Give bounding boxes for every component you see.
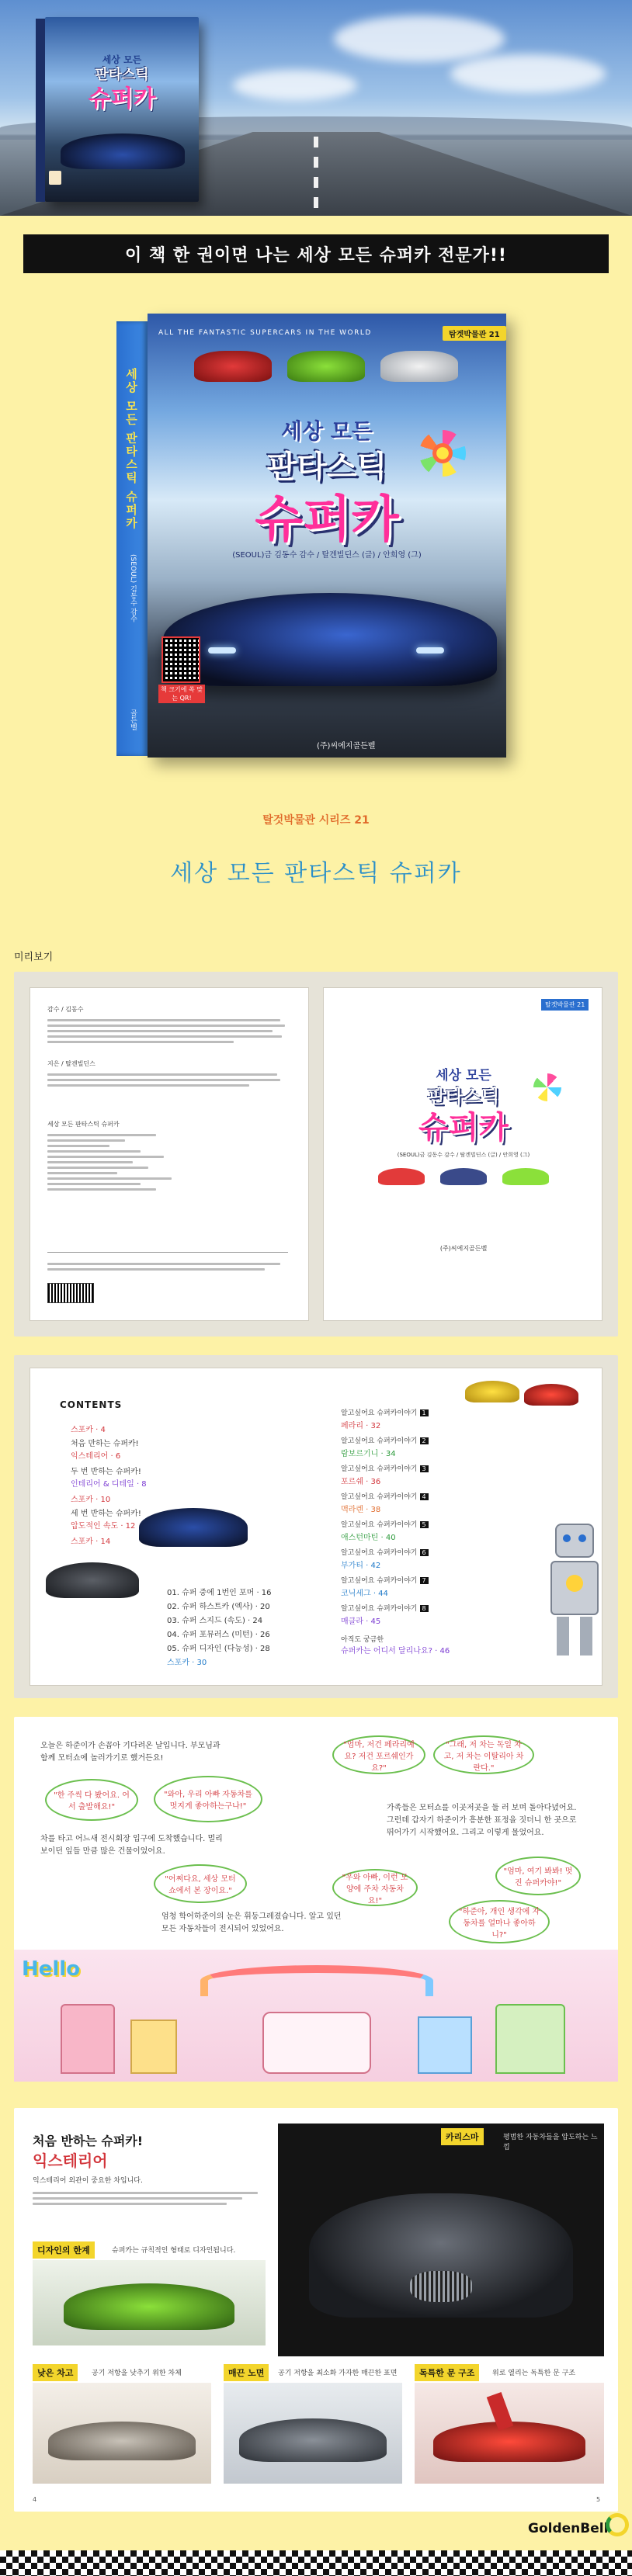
hero-book-cover xyxy=(45,17,199,202)
speech-bubble: "와아, 우리 아빠 자동차를 멋지게 좋아하는구나!" xyxy=(154,1776,262,1822)
feature-tag: 낮은 차고 xyxy=(33,2364,78,2381)
toc-item: 처음 만하는 슈퍼카! xyxy=(71,1440,139,1448)
toc-section-header: 알고싶어요 슈퍼카이야기 8 xyxy=(341,1603,574,1613)
title-page-line3: 슈퍼카 xyxy=(418,1110,509,1146)
info-title: 세상 모든 판타스틱 슈퍼카 xyxy=(47,1121,120,1128)
toc-list-item: 01. 슈퍼 중에 1번인 포머 · 16 xyxy=(167,1589,272,1597)
book-spine xyxy=(116,321,148,756)
feature-tag: 디자인의 한계 xyxy=(33,2241,95,2259)
story-paragraph: 오늘은 하준이가 손꼽아 기다려온 날입니다. 부모님과 함께 모터쇼에 놀러가기로 했거든요! xyxy=(40,1742,221,1763)
cloud xyxy=(233,70,357,101)
toc-footer-line2: 슈퍼카는 어디서 달리나요? · 46 xyxy=(341,1647,450,1656)
series-label: 탈것박물관 시리즈 21 xyxy=(262,814,370,827)
book-front-cover xyxy=(148,314,506,758)
hero-banner xyxy=(0,0,632,216)
speech-bubble: "하준아, 개인 생각에 자동차를 얼마나 좋아하니?" xyxy=(449,1900,550,1943)
photo-frame xyxy=(224,2383,402,2484)
preview-spread-1 xyxy=(14,972,618,1337)
photo-frame xyxy=(278,2124,604,2356)
book-cover-3d xyxy=(116,314,506,758)
toc-brand-item: 맥라렌 · 38 xyxy=(341,1506,381,1514)
toc-list-item: 02. 슈퍼 하스트카 (엑사) · 20 xyxy=(167,1603,270,1611)
toc-brand-item: 애스턴마틴 · 40 xyxy=(341,1534,396,1542)
silver-supercar-photo xyxy=(48,2422,196,2460)
exhibition-hall xyxy=(262,2012,371,2074)
qr-code-icon xyxy=(161,636,200,683)
copyright-page xyxy=(30,987,309,1321)
toc-item: 인테리어 & 디테일 · 8 xyxy=(71,1480,147,1489)
speech-bubble: "엄마, 저건 페라리예요? 저건 포르쉐인가요?" xyxy=(332,1735,425,1774)
toc-list-item: 05. 슈퍼 디자인 (다능성) · 28 xyxy=(167,1645,270,1653)
hero-book-title-line2: 판타스틱 xyxy=(95,67,149,83)
feature-desc: 공기 저항을 낮추기 위한 차체 xyxy=(92,2370,182,2377)
intro-body xyxy=(33,2189,266,2208)
spine-subtitle: (SEOUL) 김동수 감수 xyxy=(129,554,137,622)
title-page-line2: 판타스틱 xyxy=(427,1086,500,1108)
title-page-line1: 세상 모든 xyxy=(436,1068,491,1083)
page-number: 5 xyxy=(596,2496,601,2503)
robot-illustration xyxy=(540,1524,609,1671)
robot-eye xyxy=(578,1534,586,1542)
toc-brand-item: 람보르기니 · 34 xyxy=(341,1450,396,1458)
series-badge: 탐겟박물관 21 xyxy=(443,326,506,341)
speech-bubble: "우와 아빠, 이런 모양에 주차 자동차요!" xyxy=(332,1869,418,1906)
page-number: 4 xyxy=(33,2496,37,2503)
book-name: 세상 모든 판타스틱 슈퍼카 xyxy=(170,860,462,887)
feature-desc: 슈퍼카는 규칙적인 형태로 디자인됩니다. xyxy=(112,2247,236,2255)
photo-frame xyxy=(33,2260,266,2345)
spine-title: 세상 모든 판타스틱 슈퍼카 xyxy=(124,368,138,530)
toc-item: 세 번 반하는 슈퍼카! xyxy=(71,1510,141,1518)
red-car-icon xyxy=(524,1384,578,1406)
toc-list-item: 04. 슈퍼 포뮤러스 (미턴) · 26 xyxy=(167,1631,270,1639)
car-illustration xyxy=(61,133,185,169)
toc-item: 스포카 · 10 xyxy=(71,1496,111,1504)
black-supercar-icon xyxy=(46,1562,139,1598)
cover-title-line3: 슈퍼카 xyxy=(255,491,399,549)
toc-section-header: 알고싶어요 슈퍼카이야기 5 xyxy=(341,1519,574,1529)
hero-book-title-line1: 세상 모든 xyxy=(102,54,142,65)
copyright-heading: 감수 / 김동수 xyxy=(47,1006,84,1013)
slogan-banner: 이 책 한 권이면 나는 세상 모든 슈퍼카 전문가!! xyxy=(23,234,609,273)
title-page-publisher: (주)씨에지골든벨 xyxy=(439,1245,488,1252)
cloud xyxy=(334,16,505,62)
copyright-body xyxy=(47,1016,288,1046)
info-body xyxy=(47,1131,203,1194)
robot-chest-light xyxy=(566,1575,583,1592)
supercar-illustration xyxy=(163,593,497,686)
green-supercar-photo xyxy=(64,2283,234,2330)
grille xyxy=(410,2271,472,2302)
barcode-icon xyxy=(47,1283,94,1303)
preview-heading: 미리보기 xyxy=(14,952,54,963)
building xyxy=(418,2016,472,2074)
blue-car-icon xyxy=(440,1168,487,1185)
notice-body xyxy=(47,1260,288,1274)
green-car-icon xyxy=(502,1168,549,1185)
feature-tag: 카리스마 xyxy=(441,2128,484,2145)
robot-leg xyxy=(580,1617,592,1656)
white-car-icon xyxy=(380,351,458,382)
headlight xyxy=(208,647,236,654)
blue-supercar-icon xyxy=(139,1508,248,1547)
cover-title-line2: 판타스틱 xyxy=(266,449,387,485)
firework-icon xyxy=(419,430,466,477)
road-lane xyxy=(314,137,318,214)
yellow-car-icon xyxy=(465,1381,519,1402)
toc-brand-item: 부가티 · 42 xyxy=(341,1562,381,1570)
story-paragraph: 차를 타고 어느새 전시회장 입구에 도착했습니다. 멀리 보이던 잎들 만큼 많은 건물이었어요. xyxy=(40,1835,223,1856)
cover-publisher: (주)씨에지골든벨 xyxy=(317,742,376,751)
building xyxy=(61,2004,115,2074)
photo-frame xyxy=(415,2383,604,2484)
green-car-icon xyxy=(287,351,365,382)
toc-list-item: 스포카 · 30 xyxy=(167,1659,207,1667)
toc-item: 두 번 반하는 슈퍼카! xyxy=(71,1468,141,1476)
toc-section-header: 알고싶어요 슈퍼카이야기 3 xyxy=(341,1463,574,1473)
cover-title-line1: 세상 모든 xyxy=(281,418,373,444)
cloud xyxy=(450,54,606,93)
hero-book-title-line3: 슈퍼카 xyxy=(88,85,156,113)
photo-frame xyxy=(33,2383,211,2484)
robot-leg xyxy=(557,1617,569,1656)
toc-section-header: 알고싶어요 슈퍼카이야기 7 xyxy=(341,1575,574,1585)
red-car-icon xyxy=(194,351,272,382)
story-paragraph: 엄청 학어하준이의 눈은 휘둥그레졌습니다. 알고 있던 모든 자동차들이 전시되어 있었어요. xyxy=(161,1912,342,1933)
title-page xyxy=(323,987,602,1321)
publisher-logo: GoldenBell xyxy=(528,2521,609,2536)
toc-right-column xyxy=(341,1407,574,1656)
speech-bubble: "엄마, 여기 봐봐! 멋진 슈퍼카야!" xyxy=(495,1857,581,1895)
qr-label: 책 크기에 쏙 맞는 QR! xyxy=(158,685,205,703)
feature-desc: 위로 열리는 독특한 문 구조 xyxy=(492,2370,576,2377)
red-car-icon xyxy=(378,1168,425,1185)
toc-item: 익스테리어 · 6 xyxy=(71,1452,121,1461)
toc-item: 스포카 · 14 xyxy=(71,1538,111,1546)
robot-eye xyxy=(563,1534,571,1542)
spine-publisher: 골든벨 xyxy=(129,709,137,730)
contents-title: CONTENTS xyxy=(60,1399,123,1410)
building xyxy=(495,2004,565,2074)
toc-brand-item: 코닉세그 · 44 xyxy=(341,1590,388,1598)
speech-bubble: "어쩌다요, 세상 모터쇼에서 본 장이요." xyxy=(154,1864,247,1903)
cover-credits: (SEOUL)금 김동수 감수 / 탈겐빌딘스 (글) / 안희영 (그) xyxy=(232,551,422,560)
contents-page xyxy=(30,1368,602,1686)
rainbow-arch xyxy=(200,1965,433,1996)
toc-section-header: 알고싶어요 슈퍼카이야기 2 xyxy=(341,1435,574,1445)
divider xyxy=(47,1252,288,1253)
gray-supercar-photo xyxy=(239,2418,387,2462)
cover-tagline: ALL THE FANTASTIC SUPERCARS IN THE WORLD xyxy=(158,329,372,337)
hero-book-spine xyxy=(36,19,45,202)
title-page-credits: (SEOUL)금 김동수 감수 / 탈겐빌딘스 (글) / 안희영 (그) xyxy=(397,1152,530,1158)
toc-section-header: 알고싶어요 슈퍼카이야기 6 xyxy=(341,1547,574,1557)
section-heading: 처음 반하는 슈퍼카! xyxy=(33,2134,144,2148)
section-title: 익스테리어 xyxy=(33,2151,108,2170)
author-body xyxy=(47,1070,288,1090)
feature-desc: 평범한 자동차들을 압도하는 느낌 xyxy=(503,2134,598,2151)
toc-section-header: 알고싶어요 슈퍼카이야기 1 xyxy=(341,1407,574,1417)
toc-brand-item: 페라리 · 32 xyxy=(341,1422,381,1430)
toc-footer-line1: 아직도 궁금한 xyxy=(341,1636,384,1644)
speech-bubble: "그래, 저 차는 독일 차고, 저 차는 이탈리아 차란다." xyxy=(433,1735,534,1774)
building xyxy=(130,2020,177,2074)
title-page-series-tag: 탈겟박물관 21 xyxy=(541,999,589,1011)
goldenbell-logo-icon xyxy=(606,2513,629,2536)
headlight xyxy=(416,647,444,654)
toc-item: 압도적인 속도 · 12 xyxy=(71,1522,136,1531)
toc-list-item: 03. 슈퍼 스지드 (속도) · 24 xyxy=(167,1617,263,1625)
preview-spread-3 xyxy=(14,1717,618,2082)
author-heading: 지은 / 탈겐빌딘스 xyxy=(47,1060,95,1067)
town-illustration xyxy=(14,1950,618,2082)
preview-spread-2 xyxy=(14,1355,618,1698)
feature-tag: 독특한 문 구조 xyxy=(415,2364,479,2381)
feature-tag: 매끈 노면 xyxy=(224,2364,269,2381)
red-supercar-photo xyxy=(433,2422,585,2462)
town-sign: Hello xyxy=(22,1957,81,1981)
toc-section-header: 알고싶어요 슈퍼카이야기 4 xyxy=(341,1491,574,1501)
section-intro: 익스테리어 외관이 중요한 차입니다. xyxy=(33,2177,143,2185)
toc-item: 스포카 · 4 xyxy=(71,1426,106,1434)
toc-brand-item: 매클라 · 45 xyxy=(341,1617,381,1626)
feature-desc: 공기 저항을 최소화 가자한 매끈한 표면 xyxy=(278,2370,398,2377)
checkered-flag-border xyxy=(0,2550,632,2576)
robot-head xyxy=(555,1524,594,1558)
preview-spread-4 xyxy=(14,2108,618,2512)
qr-badge-icon xyxy=(49,171,61,185)
toc-brand-item: 포르쉐 · 36 xyxy=(341,1478,381,1486)
story-paragraph: 가족들은 모터쇼를 이곳저곳을 둘 러 보며 돌아다녔어요. 그런데 갑자기 하준이가 흥분한 표정을 짓더니 한 곳으로 뛰어가기 시작했어요. 그리고 이렇게 물었어요. xyxy=(387,1804,577,1837)
speech-bubble: "한 주씩 다 봤어요. 어서 출발해요!" xyxy=(45,1779,138,1821)
firework-icon xyxy=(533,1073,561,1101)
